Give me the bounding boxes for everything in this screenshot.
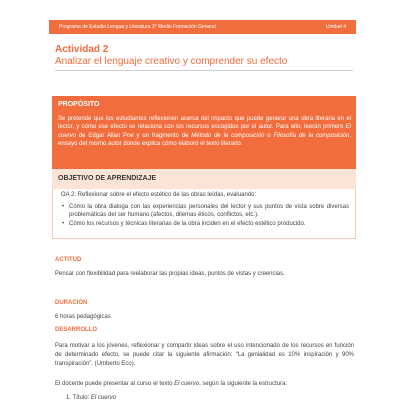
unit-label: Unidad 4 xyxy=(325,24,346,30)
program-title: Programa de Estudio Lengua y Literatura 3° Medio Formación General xyxy=(59,24,216,30)
purpose-label: PROPÓSITO xyxy=(58,101,100,108)
oa-title: OA 2: Reflexionar sobre el efecto estético de las obras leídas, evaluando: xyxy=(61,192,257,198)
development-label: DESARROLLO xyxy=(55,327,97,333)
purpose-work-title: El cuervo xyxy=(58,124,351,139)
attitude-label: ACTITUD xyxy=(55,257,82,263)
development-text-part: El docente puede presentar al curso el texto xyxy=(55,381,175,387)
purpose-work-title: Filosofía de la composición xyxy=(273,132,350,139)
duration-text: 6 horas pedagógicas xyxy=(55,314,111,320)
objective-header xyxy=(52,169,356,189)
activity-title: Analizar el lenguaje creativo y comprender su efecto xyxy=(55,56,288,67)
objective-box xyxy=(52,189,356,239)
purpose-text-part: o xyxy=(264,132,274,139)
purpose-text-part: Se pretende que los estudiantes reflexionen acerca del impacto que puede generar una obra literaria en el lector, y cómo ese efecto se relaciona con los recursos escogidos por el autor. Para ello, leerán primero xyxy=(58,116,351,131)
duration-label: DURACIÓN xyxy=(55,300,88,306)
purpose-text xyxy=(58,115,351,148)
oa-list xyxy=(61,203,349,228)
purpose-text-part: de Edgar Allan Poe y un fragmento de xyxy=(76,132,192,139)
work-title: El cuervo xyxy=(174,381,200,387)
structure-item-title: El cuervo xyxy=(90,395,116,401)
development-text-part: , según la siguiente la estructura: xyxy=(199,381,288,387)
header-bar xyxy=(49,20,356,34)
structure-item-prefix: 1. Título: xyxy=(66,395,91,401)
activity-number: Actividad 2 xyxy=(55,44,109,55)
attitude-text: Pensar con flexibilidad para reelaborar las propias ideas, puntos de vistas y creencias. xyxy=(55,271,285,277)
development-text: Para motivar a los jóvenes, reflexionar y compartir ideas sobre el uso intencionado de los recursos en función de determinado efecto, se puede citar la siguiente afirmación: “La genialidad es 10% inspiración y 90% transpiración”. (Umberto Eco). xyxy=(55,343,354,367)
list-item: • Cómo los recursos y técnicas literarias de la obra inciden en el efecto estético producido. xyxy=(61,220,349,228)
title-divider xyxy=(55,70,353,71)
development-intro xyxy=(55,380,354,389)
objective-label: OBJETIVO DE APRENDIZAJE xyxy=(58,175,157,182)
purpose-box xyxy=(52,96,356,169)
structure-item-1 xyxy=(66,395,116,401)
list-item: • Cómo la obra dialoga con las experiencias personales del lector y sus puntos de vista sobre diversas problemáticas del ser humano (afectos, dilemas éticos, conflictos, etc.). xyxy=(61,203,349,220)
purpose-text-part: , ensayo del mismo autor donde explica cómo elaboró el texto literario. xyxy=(58,132,351,147)
purpose-work-title: Método de la composición xyxy=(191,132,265,139)
